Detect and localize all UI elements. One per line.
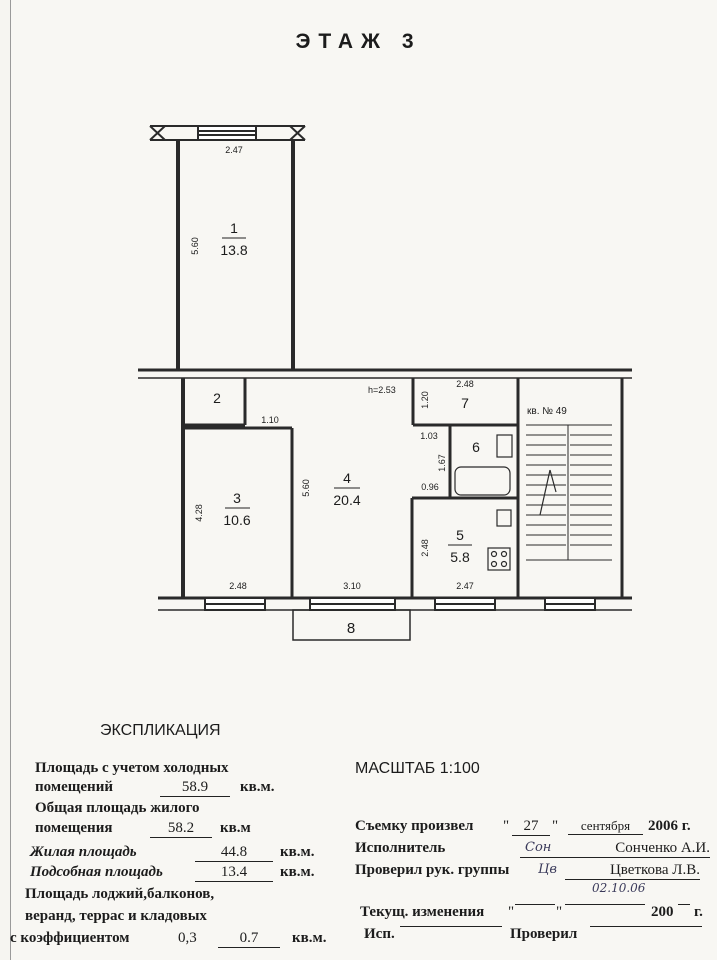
room-1-area: 13.8 bbox=[220, 242, 248, 258]
executor-label: Исполнитель bbox=[355, 840, 446, 856]
room-4-area: 20.4 bbox=[333, 492, 361, 508]
room-5-number: 5 bbox=[456, 527, 464, 543]
total-living-label-line1: Общая площадь жилого bbox=[35, 800, 200, 816]
executor-signature: Сон bbox=[525, 840, 552, 855]
loggia-unit: кв.м. bbox=[292, 930, 327, 946]
room-6-number: 6 bbox=[472, 439, 480, 455]
checked-signature: Цв bbox=[538, 862, 557, 877]
dim-r3-width: 2.48 bbox=[229, 581, 247, 591]
changes-day bbox=[515, 904, 555, 905]
checked-date: 02.10.06 bbox=[592, 881, 646, 895]
auxiliary-area-value: 13.4 bbox=[195, 864, 273, 882]
isp-label: Исп. bbox=[364, 926, 395, 942]
dim-r7-width: 2.48 bbox=[456, 379, 474, 389]
dim-r7-length: 1.20 bbox=[420, 391, 430, 409]
survey-month: сентября bbox=[568, 818, 643, 835]
changes-year-prefix: 200 bbox=[651, 904, 674, 920]
dim-r5-width: 2.47 bbox=[456, 581, 474, 591]
room-1-number: 1 bbox=[230, 220, 238, 236]
cold-area-label-line2: помещений bbox=[35, 779, 113, 795]
total-living-label-line2: помещения bbox=[35, 820, 113, 836]
dim-r4-length: 5.60 bbox=[301, 479, 311, 497]
living-area-value: 44.8 bbox=[195, 844, 273, 862]
verified-label: Проверил bbox=[510, 926, 578, 942]
cold-area-value: 58.9 bbox=[160, 779, 230, 797]
room-4-number: 4 bbox=[343, 470, 351, 486]
changes-year bbox=[678, 904, 690, 905]
room-3-number: 3 bbox=[233, 490, 241, 506]
executor-name: Сонченко А.И. bbox=[520, 840, 710, 858]
isp-field bbox=[400, 926, 502, 927]
dim-r4-width: 3.10 bbox=[343, 581, 361, 591]
coefficient-value: 0,3 bbox=[178, 930, 197, 946]
loggia-label-line3: с коэффициентом bbox=[10, 930, 130, 946]
dim-r1-length: 5.60 bbox=[190, 237, 200, 255]
cold-area-unit: кв.м. bbox=[240, 779, 275, 795]
apartment-label: кв. № 49 bbox=[527, 406, 567, 417]
changes-year-suffix: г. bbox=[694, 904, 703, 920]
dim-r6-width: 1.03 bbox=[420, 431, 438, 441]
loggia-label-line1: Площадь лоджий,балконов, bbox=[25, 886, 215, 902]
room-8-number: 8 bbox=[346, 620, 356, 637]
survey-year: 2006 г. bbox=[648, 818, 691, 834]
loggia-value: 0.7 bbox=[218, 930, 280, 948]
current-changes-label: Текущ. изменения bbox=[360, 904, 485, 920]
room-5-area: 5.8 bbox=[450, 549, 470, 565]
room-3-area: 10.6 bbox=[223, 512, 251, 528]
explication-heading: ЭКСПЛИКАЦИЯ bbox=[100, 722, 221, 739]
dim-r5-length: 2.48 bbox=[420, 539, 430, 557]
checked-name: Цветкова Л.В. bbox=[565, 862, 700, 880]
verified-field bbox=[590, 926, 702, 927]
page-title: ЭТАЖ 3 bbox=[295, 30, 422, 53]
dim-r1-width: 2.47 bbox=[225, 145, 243, 155]
dim-r2-width: 1.10 bbox=[261, 415, 279, 425]
checked-label: Проверил рук. группы bbox=[355, 862, 510, 878]
room-7-number: 7 bbox=[461, 395, 469, 411]
dim-r6-length: 1.67 bbox=[437, 454, 447, 472]
survey-label: Съемку произвел bbox=[355, 818, 474, 834]
total-living-unit: кв.м bbox=[220, 820, 251, 836]
auxiliary-area-label: Подсобная площадь bbox=[30, 864, 163, 880]
survey-day: 27 bbox=[512, 818, 550, 836]
total-living-value: 58.2 bbox=[150, 820, 212, 838]
dim-r5-gap: 0.96 bbox=[421, 482, 439, 492]
dim-r3-length: 4.28 bbox=[194, 504, 204, 522]
living-area-unit: кв.м. bbox=[280, 844, 315, 860]
auxiliary-area-unit: кв.м. bbox=[280, 864, 315, 880]
changes-month bbox=[565, 904, 645, 905]
ceiling-height: h=2.53 bbox=[368, 385, 396, 395]
cold-area-label-line1: Площадь с учетом холодных bbox=[35, 760, 229, 776]
loggia-label-line2: веранд, террас и кладовых bbox=[25, 908, 207, 924]
room-2-number: 2 bbox=[213, 390, 221, 406]
living-area-label: Жилая площадь bbox=[30, 844, 137, 860]
scale-label: МАСШТАБ 1:100 bbox=[355, 760, 480, 777]
